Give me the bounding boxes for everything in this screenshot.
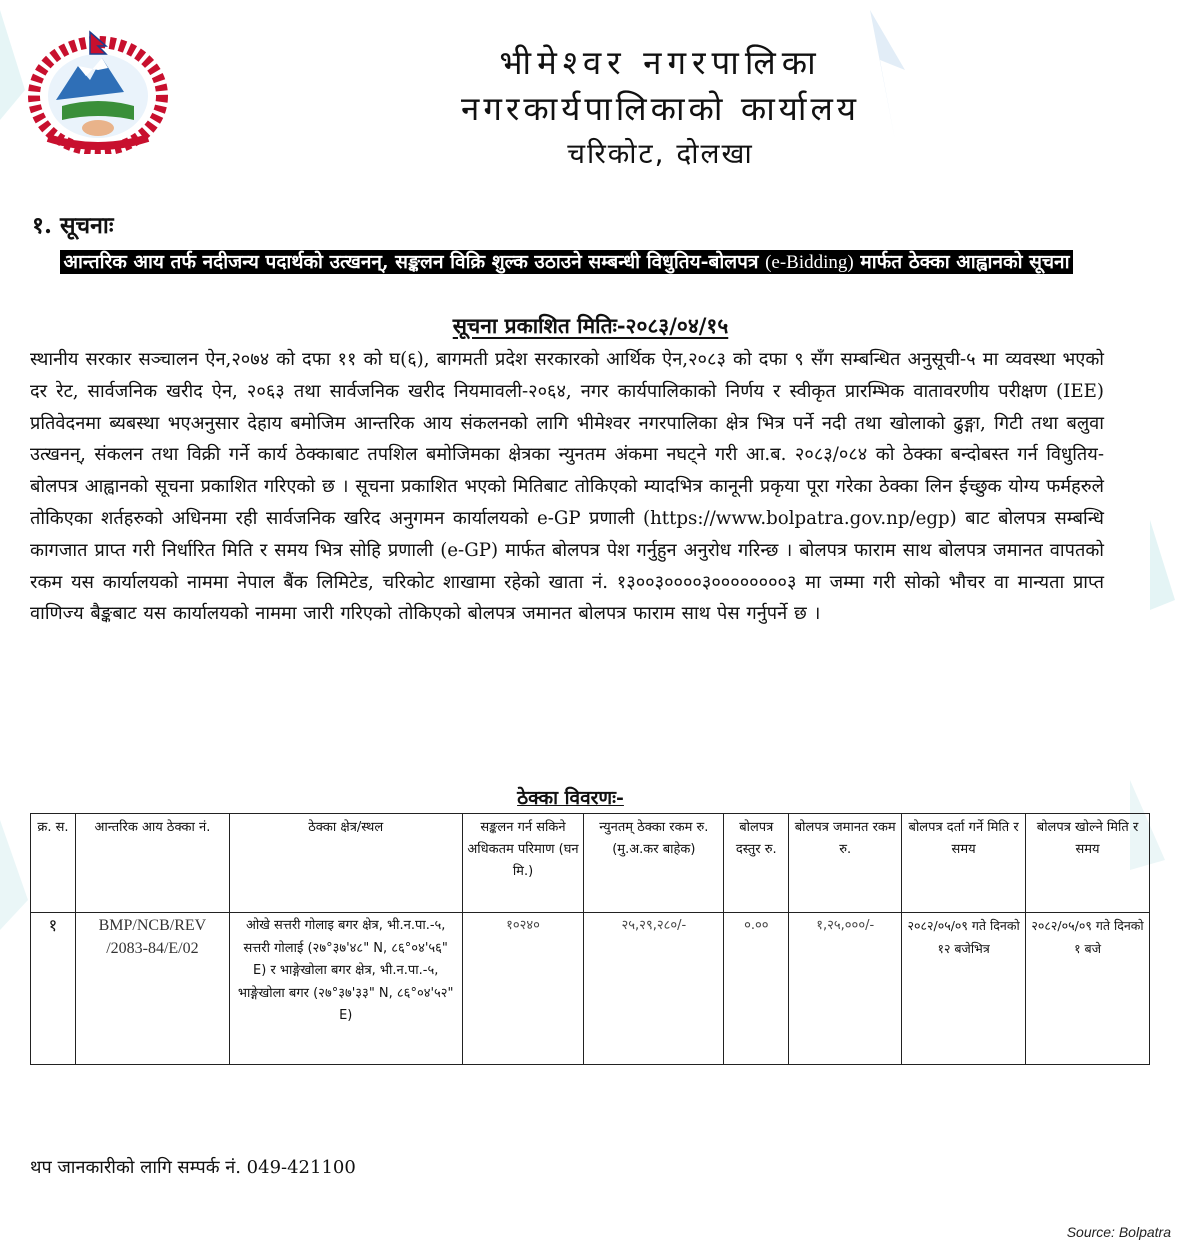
contract-table-heading: ठेक्का विवरणः-: [517, 787, 624, 809]
column-header: आन्तरिक आय ठेक्का नं.: [75, 814, 229, 913]
office-name: नगरकार्यपालिकाको कार्यालय: [461, 89, 860, 128]
notice-title-main: आन्तरिक आय तर्फ नदीजन्य पदार्थको उत्खनन्, सङ्कलन विक्रि शुल्क उठाउने सम्बन्धी विधुतिय-बोलपत्र: [63, 251, 759, 273]
column-header: क्र. स.: [31, 814, 76, 913]
contact-info: थप जानकारीको लागि सम्पर्क नं. 049-421100: [30, 1157, 356, 1178]
cell-bid-fee: ०.००: [724, 913, 789, 1065]
contract-details-table: [30, 813, 1150, 1065]
cell-bid-security: १,२५,०००/-: [789, 913, 902, 1065]
column-header: बोलपत्र दर्ता गर्ने मिति र समय: [902, 814, 1026, 913]
notice-title: [38, 246, 1095, 279]
cell-submission-datetime: २०८२/०५/०९ गते दिनको १२ बजेभित्र: [902, 913, 1026, 1065]
source-credit: Source: Bolpatra: [1066, 1224, 1171, 1240]
table-header-row: [31, 814, 1150, 913]
column-header: सङ्कलन गर्न सकिने अधिकतम परिमाण (घन मि.): [462, 814, 584, 913]
office-address: चरिकोट, दोलखा: [567, 137, 754, 170]
section-heading: १. सूचनाः: [32, 212, 114, 239]
column-header: न्युनतम् ठेक्का रकम रु. (मु.अ.कर बाहेक): [584, 814, 724, 913]
publish-date: सूचना प्रकाशित मितिः-२०८३/०४/१५: [452, 313, 729, 338]
office-header: [180, 40, 1141, 176]
cell-contract-number: BMP/NCB/REV /2083-84/E/02: [75, 913, 229, 1065]
table-row: [31, 913, 1150, 1065]
column-header: बोलपत्र दस्तुर रु.: [724, 814, 789, 913]
publish-date-row: [0, 312, 1181, 340]
municipality-name: भीमेश्वर नगरपालिका: [499, 43, 822, 82]
notice-title-ebidding: (e-Bidding): [765, 252, 854, 273]
cell-max-quantity: १०२४०: [462, 913, 584, 1065]
cell-min-amount: २५,२९,२८०/-: [584, 913, 724, 1065]
column-header: बोलपत्र जमानत रकम रु.: [789, 814, 902, 913]
cell-serial-number: १: [31, 913, 76, 1065]
cell-location: ओखे सत्तरी गोलाइ बगर क्षेत्र, भी.न.पा.-५, सत्तरी गोलाई (२७°३७'४८" N, ८६°०४'५६" E) र भाङ्गेखोला बगर क्षेत्र, भी.न.पा.-५, भाङ्गेखोला बगर (२७°३७'३३" N, ८६°०४'५२" E): [229, 913, 462, 1065]
column-header: ठेक्का क्षेत्र/स्थल: [229, 814, 462, 913]
notice-title-rest: मार्फत ठेक्का आह्वानको सूचना: [860, 251, 1070, 273]
cell-opening-datetime: २०८२/०५/०९ गते दिनको १ बजे: [1026, 913, 1150, 1065]
government-emblem-logo: [28, 28, 168, 154]
notice-body: स्थानीय सरकार सञ्चालन ऐन,२०७४ को दफा ११ को घ(६), बागमती प्रदेश सरकारको आर्थिक ऐन,२०८३ को दफा ९ सँग सम्बन्धित अनुसूची-५ मा व्यवस्था भएको दर रेट, सार्वजनिक खरीद ऐन, २०६३ तथा सार्वजनिक खरीद नियमावली-२०६४, नगर कार्यपालिकाको निर्णय र स्वीकृत प्रारम्भिक वातावरणीय परीक्षण (IEE) प्रतिवेदनमा ब्यबस्था भएअनुसार देहाय बमोजिम आन्तरिक आय संकलनको लागि भीमेश्वर नगरपालिका क्षेत्र भित्र पर्ने नदी तथा खोलाको ढुङ्गा, गिटी तथा बलुवा उत्खनन्, संकलन तथा विक्री गर्ने कार्य ठेक्काबाट तपशिल बमोजिमका क्षेत्रका न्युनतम अंकमा नघट्ने गरी आ.ब. २०८३/०८४ को ठेक्का बन्दोबस्त गर्न विधुतिय-बोलपत्र आह्वानको सूचना प्रकाशित गरिएको छ । सूचना प्रकाशित भएको मितिबाट तोकिएको म्यादभित्र कानूनी प्रकृया पूरा गरेका ठेक्का लिन ईच्छुक योग्य फर्महरुले तोकिएका शर्तहरुको अधिनमा रही सार्वजनिक खरिद अनुगमन कार्यालयको e-GP प्रणाली (https://www.bolpatra.gov.np/egp) बाट बोलपत्र सम्बन्धि कागजात प्राप्त गरी निर्धारित मिति र समय भित्र सोहि प्रणाली (e-GP) मार्फत बोलपत्र पेश गर्नुहुन अनुरोध गरिन्छ । बोलपत्र फाराम साथ बोलपत्र जमानत वापतको रकम यस कार्यालयको नाममा नेपाल बैंक लिमिटेड, चरिकोट शाखामा रहेको खाता नं. १३००३००००३००००००००३ मा जम्मा गरी सोको भौचर वा मान्यता प्राप्त वाणिज्य बैङ्कबाट यस कार्यालयको नाममा जारी गरिएको तोकिएको बोलपत्र जमानत बोलपत्र फाराम साथ पेस गर्नुपर्ने छ ।: [30, 349, 1104, 625]
column-header: बोलपत्र खोल्ने मिति र समय: [1026, 814, 1150, 913]
